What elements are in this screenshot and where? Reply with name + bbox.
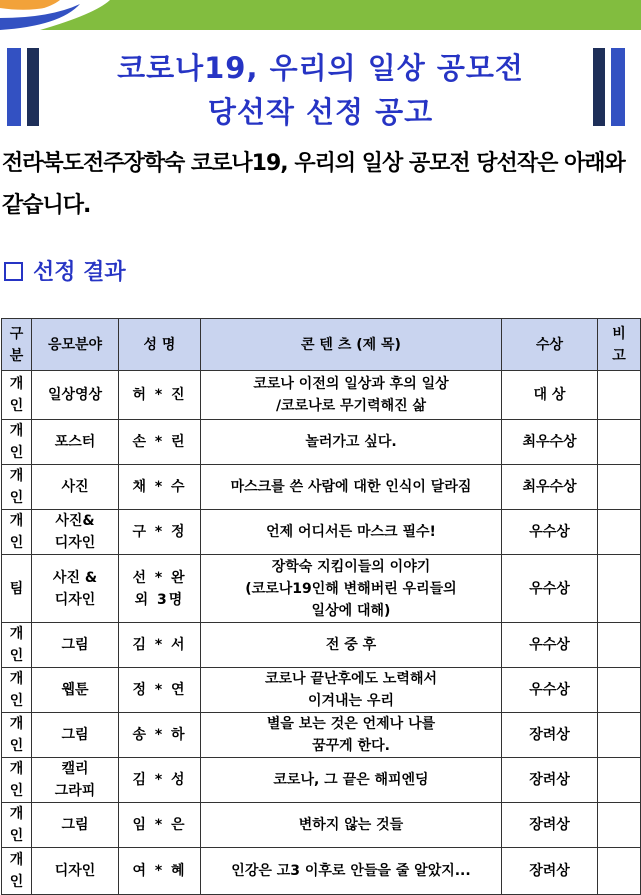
cell-division-line: 인: [9, 738, 24, 754]
cell-field-line: 디자인: [54, 535, 96, 551]
cell-division-line: 인: [9, 535, 24, 551]
cell-name: [119, 510, 201, 555]
checkbox-square-icon: [4, 262, 23, 281]
table-row: [2, 758, 641, 803]
table-row: [2, 668, 641, 713]
cell-award: 우수상: [502, 623, 598, 668]
cell-title-line: 이겨내는 우리: [307, 693, 395, 709]
cell-title: [201, 758, 502, 803]
cell-note: [598, 803, 641, 848]
cell-field: [32, 510, 119, 555]
cell-name: [119, 555, 201, 623]
cell-name: [119, 465, 201, 510]
cell-title-line: (코로나19인해 변해버린 우리들의: [245, 580, 457, 597]
cell-name: [119, 758, 201, 803]
cell-name: [119, 623, 201, 668]
header-name: 성 명: [119, 319, 201, 371]
cell-title-line: 장학숙 지킴이들의 이야기: [271, 558, 431, 575]
cell-title: [201, 623, 502, 668]
cell-division-line: 개: [9, 626, 24, 642]
cell-field-line: 웹툰: [61, 682, 89, 698]
cell-field: [32, 371, 119, 420]
cell-division: [2, 371, 32, 420]
cell-name-line: 송 * 하: [132, 727, 187, 743]
left-dark-bar: [27, 48, 39, 126]
cell-division-line: 인: [9, 693, 24, 709]
cell-title: [201, 803, 502, 848]
cell-award: 우수상: [502, 510, 598, 555]
cell-field-line: 그라피: [54, 783, 96, 799]
cell-division-line: 개: [9, 423, 24, 439]
cell-title: [201, 420, 502, 465]
cell-title-line: 전 중 후: [325, 637, 377, 653]
cell-award: 장려상: [502, 803, 598, 848]
cell-name: [119, 803, 201, 848]
cell-note: [598, 623, 641, 668]
cell-field-line: 그림: [61, 727, 89, 743]
header-note: 비 고: [598, 319, 641, 371]
intro-paragraph: 전라북도전주장학숙 코로나19, 우리의 일상 공모전 당선작은 아래와 같습니다.: [2, 151, 625, 218]
cell-field-line: 사진 &: [52, 569, 98, 586]
table-header-row: [2, 319, 641, 371]
cell-field: [32, 758, 119, 803]
title-banner: [0, 40, 641, 132]
cell-division: [2, 623, 32, 668]
cell-division-line: 팀: [9, 580, 24, 597]
cell-division-line: 인: [9, 783, 24, 799]
cell-division-line: 개: [9, 716, 24, 732]
cell-field: [32, 848, 119, 895]
cell-division-line: 인: [9, 874, 24, 890]
cell-name: [119, 371, 201, 420]
cell-field: [32, 555, 119, 623]
cell-division-line: 개: [9, 852, 24, 868]
cell-division-line: 인: [9, 490, 24, 506]
top-decoration-banner: [0, 0, 641, 30]
cell-division: [2, 420, 32, 465]
cell-division-line: 개: [9, 513, 24, 529]
cell-award: 대 상: [502, 371, 598, 420]
cell-field-line: 디자인: [54, 591, 96, 608]
cell-division: [2, 668, 32, 713]
cell-title-line: 꿈꾸게 한다.: [312, 738, 390, 754]
table-row: [2, 713, 641, 758]
cell-title: [201, 713, 502, 758]
cell-field-line: 사진: [61, 479, 89, 495]
table-row: [2, 803, 641, 848]
cell-name: [119, 713, 201, 758]
cell-field-line: 일상영상: [47, 387, 103, 403]
cell-title: [201, 510, 502, 555]
cell-title-line: 인강은 고3 이후로 안들을 줄 알았지...: [231, 863, 471, 879]
cell-award: 최우수상: [502, 465, 598, 510]
table-row: [2, 623, 641, 668]
cell-name-line: 손 * 린: [132, 434, 187, 450]
cell-division: [2, 465, 32, 510]
cell-division-line: 인: [9, 398, 24, 414]
cell-division-line: 인: [9, 828, 24, 844]
cell-title: [201, 465, 502, 510]
cell-division-line: 개: [9, 761, 24, 777]
cell-name: [119, 848, 201, 895]
cell-title: [201, 668, 502, 713]
cell-field: [32, 668, 119, 713]
cell-title: [201, 371, 502, 420]
header-field: 응모분야: [32, 319, 119, 371]
section-heading-text: 선정 결과: [33, 260, 126, 285]
cell-note: [598, 371, 641, 420]
cell-field-line: 그림: [61, 817, 89, 833]
cell-name-line: 채 * 수: [132, 479, 187, 495]
cell-note: [598, 555, 641, 623]
results-table-body: [2, 371, 641, 895]
right-blue-bar: [611, 48, 625, 126]
cell-field-line: 사진&: [55, 513, 95, 529]
cell-award: 장려상: [502, 848, 598, 895]
section-heading: [4, 255, 126, 286]
cell-note: [598, 713, 641, 758]
header-title: 콘 텐 츠 (제 목): [201, 319, 502, 371]
left-blue-bar: [7, 48, 21, 126]
table-row: [2, 371, 641, 420]
cell-title: [201, 555, 502, 623]
cell-name-line: 정 * 연: [132, 682, 187, 698]
table-row: [2, 555, 641, 623]
cell-award: 장려상: [502, 758, 598, 803]
page-title-line-2: 당선작 선정 공고: [207, 95, 434, 129]
cell-division: [2, 713, 32, 758]
cell-title-line: 놀러가고 싶다.: [305, 434, 397, 450]
cell-award: 우수상: [502, 555, 598, 623]
cell-name-line: 외 3명: [134, 591, 185, 608]
cell-award: 장려상: [502, 713, 598, 758]
cell-division-line: 개: [9, 806, 24, 822]
cell-title-line: 코로나 이전의 일상과 후의 일상: [253, 376, 449, 392]
cell-title-line: /코로나로 무기력해진 삶: [275, 398, 427, 414]
cell-name-line: 선 * 완: [132, 569, 187, 586]
cell-name: [119, 668, 201, 713]
cell-note: [598, 848, 641, 895]
table-row: [2, 465, 641, 510]
cell-note: [598, 465, 641, 510]
table-row: [2, 510, 641, 555]
cell-name-line: 여 * 혜: [132, 863, 187, 879]
cell-field-line: 디자인: [54, 863, 96, 879]
cell-division-line: 인: [9, 445, 24, 461]
cell-name-line: 김 * 성: [132, 772, 187, 788]
cell-field-line: 포스터: [54, 434, 96, 450]
cell-title-line: 변하지 않는 것들: [298, 817, 404, 833]
cell-title-line: 마스크를 쓴 사람에 대한 인식이 달라짐: [230, 479, 472, 495]
cell-field: [32, 803, 119, 848]
cell-division: [2, 510, 32, 555]
cell-division-line: 개: [9, 468, 24, 484]
cell-field-line: 캘리: [61, 761, 89, 777]
table-row: [2, 848, 641, 895]
cell-field: [32, 420, 119, 465]
cell-name-line: 허 * 진: [132, 387, 187, 403]
right-dark-bar: [593, 48, 605, 126]
cell-title: [201, 848, 502, 895]
header-division: 구 분: [2, 319, 32, 371]
cell-name: [119, 420, 201, 465]
header-award: 수상: [502, 319, 598, 371]
cell-title-line: 일상에 대해): [311, 602, 391, 619]
cell-title-line: 코로나, 그 끝은 해피엔딩: [273, 772, 429, 788]
cell-award: 최우수상: [502, 420, 598, 465]
cell-award: 우수상: [502, 668, 598, 713]
cell-field: [32, 465, 119, 510]
cell-field: [32, 623, 119, 668]
cell-division-line: 개: [9, 376, 24, 392]
cell-title-line: 언제 어디서든 마스크 필수!: [266, 524, 436, 540]
cell-division-line: 개: [9, 671, 24, 687]
page-title-line-1: 코로나19, 우리의 일상 공모전: [117, 51, 524, 85]
cell-division: [2, 758, 32, 803]
cell-title-line: 별을 보는 것은 언제나 나를: [266, 716, 436, 732]
cell-note: [598, 510, 641, 555]
cell-division: [2, 555, 32, 623]
table-row: [2, 420, 641, 465]
cell-note: [598, 668, 641, 713]
cell-division: [2, 803, 32, 848]
cell-title-line: 코로나 끝난후에도 노력해서: [264, 671, 438, 687]
cell-field-line: 그림: [61, 637, 89, 653]
cell-note: [598, 420, 641, 465]
cell-name-line: 구 * 정: [132, 524, 187, 540]
cell-name-line: 임 * 은: [132, 817, 187, 833]
cell-division: [2, 848, 32, 895]
results-table: [1, 318, 641, 895]
cell-note: [598, 758, 641, 803]
cell-name-line: 김 * 서: [132, 637, 187, 653]
cell-division-line: 인: [9, 648, 24, 664]
cell-field: [32, 713, 119, 758]
